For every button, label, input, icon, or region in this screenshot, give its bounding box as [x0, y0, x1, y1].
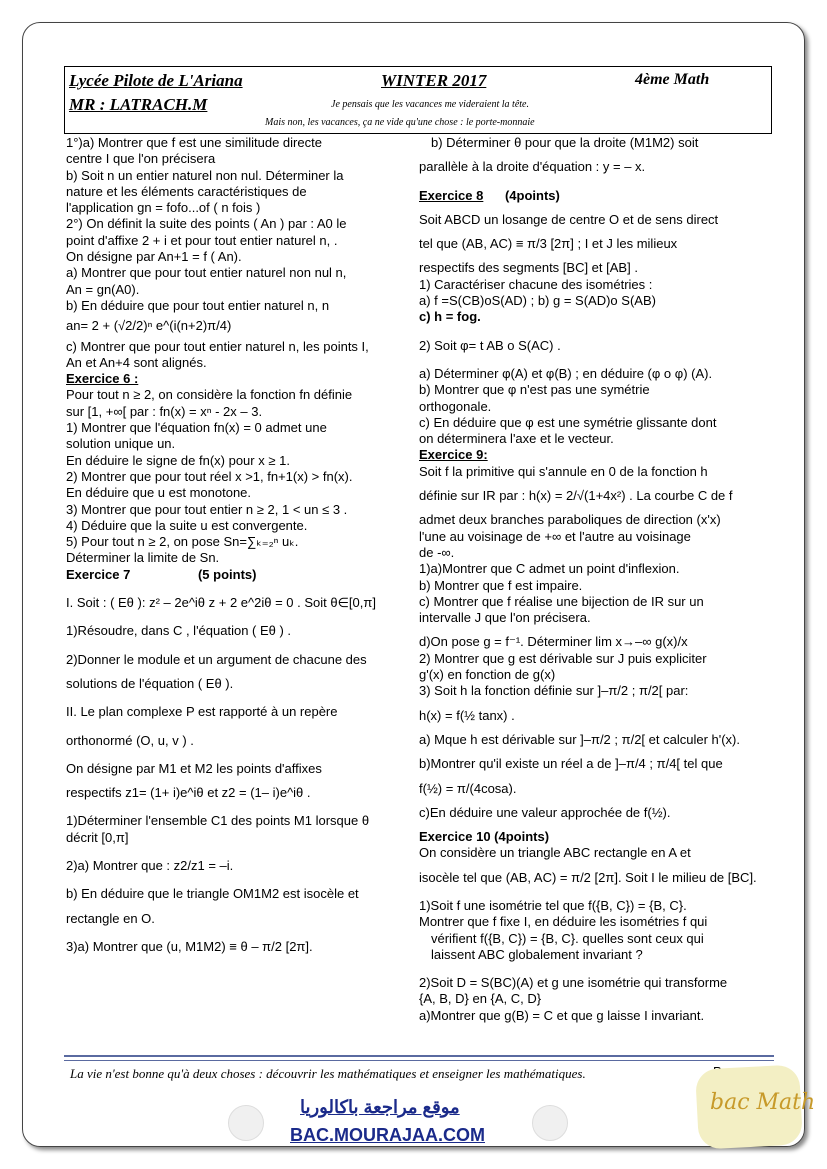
- text-line: a) Mque h est dérivable sur ]–π/2 ; π/2[ et calculer h'(x).: [419, 731, 741, 747]
- formula-line: an= 2 + (√2/2)ⁿ e^(i(n+2)π/4): [66, 318, 232, 334]
- text-line: b) Déterminer θ pour que la droite (M1M2) soit: [431, 135, 699, 150]
- text-line: Pour tout n ≥ 2, on considère la fonction fn définie: [66, 387, 353, 403]
- text-line: 3) Montrer que pour tout entier n ≥ 2, 1 < un ≤ 3 .: [66, 501, 348, 517]
- text-line: définie sur IR par : h(x) = 2/√(1+4x²) . La courbe C de f: [419, 488, 733, 504]
- text-line: sur [1, +∞[ par : fn(x) = xⁿ - 2x – 3.: [66, 403, 263, 419]
- text-line: isocèle tel que (AB, AC) = π/2 [2π]. Soit I le milieu de [BC].: [419, 869, 757, 885]
- text-line: a) f =S(CB)oS(AD) ; b) g = S(AD)o S(AB): [419, 293, 656, 309]
- text-line: admet deux branches paraboliques de direction (x'x): [419, 512, 721, 528]
- site-logo-right-icon: [532, 1105, 568, 1141]
- exercise-6-title: Exercice 6 :: [66, 371, 139, 387]
- text-line: 1) Caractériser chacune des isométries :: [419, 276, 653, 292]
- footer-divider: [64, 1055, 774, 1057]
- text-line: respectifs z1= (1+ i)e^iθ et z2 = (1– i)e^iθ .: [66, 785, 311, 801]
- footer-divider-thin: [64, 1060, 774, 1061]
- text-line: En déduire le signe de fn(x) pour x ≥ 1.: [66, 452, 290, 468]
- text-line: d)On pose g = f⁻¹. Déterminer lim x→–∞ g(x)/x: [419, 634, 688, 650]
- exercise-7-points: (5 points): [197, 566, 257, 582]
- text-line: f(½) = π/(4cosa).: [419, 780, 517, 796]
- text-line: 3) Soit h la fonction définie sur ]–π/2 ; π/2[ par:: [419, 683, 689, 699]
- exercise-8-title: [419, 188, 767, 204]
- text-line: Soit f la primitive qui s'annule en 0 de la fonction h: [419, 463, 708, 479]
- text-line: En déduire que u est monotone.: [66, 485, 252, 501]
- header-quote-2: Mais non, les vacances, ça ne vide qu'une chose : le porte-monnaie: [265, 117, 535, 128]
- text-line: c) Montrer que pour tout entier naturel n, les points I,: [66, 338, 369, 354]
- text-line: 2°) On définit la suite des points ( An ) par : A0 le: [66, 216, 347, 232]
- exercise-9-title: Exercice 9:: [419, 447, 488, 463]
- text-line: Montrer que f fixe I, en déduire les isométries f qui: [419, 914, 708, 930]
- text-line: 2)a) Montrer que : z2/z1 = –i.: [66, 857, 234, 873]
- text-line: l'application gn = fofo...of ( n fois ): [66, 200, 261, 216]
- text-line: 2) Montrer que pour tout réel x >1, fn+1(x) > fn(x).: [66, 468, 353, 484]
- text-line: 1)Soit f une isométrie tel que f({B, C}) = {B, C}.: [419, 897, 687, 913]
- text-line: {A, B, D} en {A, C, D}: [419, 991, 542, 1007]
- text-line: 1)a)Montrer que C admet un point d'inflexion.: [419, 561, 680, 577]
- text-line: rectangle en O.: [66, 910, 155, 926]
- class-label: 4ème Math: [635, 71, 710, 88]
- header-quote-1: Je pensais que les vacances me videraient la tête.: [331, 99, 529, 110]
- text-line: c) En déduire que φ est une symétrie glissante dont: [419, 414, 717, 430]
- text-line: b) Soit n un entier naturel non nul. Déterminer la: [66, 167, 344, 183]
- text-line: 1°)a) Montrer que f est une similitude directe: [66, 135, 322, 150]
- text-line: laissent ABC globalement invariant ?: [431, 946, 643, 962]
- exercise-8-points: (4points): [504, 187, 560, 203]
- text-line: décrit [0,π]: [66, 829, 129, 845]
- text-line: An = gn(A0).: [66, 281, 140, 297]
- text-line: c) h = fog.: [419, 309, 481, 325]
- text-line: centre I que l'on précisera: [66, 151, 216, 167]
- text-line: 4) Déduire que la suite u est convergente.: [66, 517, 308, 533]
- exercise-7-label: Exercice 7: [66, 566, 131, 582]
- text-line: 1) Montrer que l'équation fn(x) = 0 admet une: [66, 420, 327, 436]
- text-line: a) Déterminer φ(A) et φ(B) ; en déduire (φ o φ) (A).: [419, 365, 713, 381]
- text-line: respectifs des segments [BC] et [AB] .: [419, 260, 638, 276]
- site-name-arabic-link[interactable]: موقع مراجعة باكالوريا: [300, 1097, 460, 1117]
- text-line: b) Montrer que φ n'est pas une symétrie: [419, 382, 650, 398]
- text-line: 1)Déterminer l'ensemble C1 des points M1 lorsque θ: [66, 813, 370, 829]
- school-name: Lycée Pilote de L'Ariana: [69, 71, 243, 90]
- text-line: a) Montrer que pour tout entier naturel non nul n,: [66, 265, 347, 281]
- text-line: Déterminer la limite de Sn.: [66, 550, 220, 566]
- text-line: 2)Soit D = S(BC)(A) et g une isométrie qui transforme: [419, 975, 728, 991]
- text-line: orthogonale.: [419, 398, 492, 414]
- text-line: c) Montrer que f réalise une bijection de IR sur un: [419, 593, 704, 609]
- text-line: 5) Pour tout n ≥ 2, on pose Sn=∑ₖ₌₂ⁿ uₖ.: [66, 534, 299, 550]
- text-line: l'une au voisinage de +∞ et l'autre au voisinage: [419, 528, 691, 544]
- text-line: h(x) = f(½ tanx) .: [419, 707, 515, 723]
- site-url-link[interactable]: BAC.MOURAJAA.COM: [290, 1125, 485, 1145]
- text-line: b) Montrer que f est impaire.: [419, 577, 583, 593]
- exercise-7-title: [66, 567, 410, 583]
- text-line: On considère un triangle ABC rectangle en A et: [419, 845, 691, 861]
- site-logo-left-icon: [228, 1105, 264, 1141]
- text-line: 1)Résoudre, dans C , l'équation ( Eθ ) .: [66, 623, 292, 639]
- text-line: Soit ABCD un losange de centre O et de sens direct: [419, 211, 719, 227]
- text-line: orthonormé (O, u, v ) .: [66, 732, 194, 748]
- bac-math-badge-text: bac Math: [710, 1090, 816, 1115]
- text-line: de -∞.: [419, 544, 455, 560]
- text-line: 2)Donner le module et un argument de chacune des: [66, 651, 367, 667]
- session-title: WINTER 2017: [381, 71, 487, 90]
- text-line: c)En déduire une valeur approchée de f(½).: [419, 804, 671, 820]
- text-line: 3)a) Montrer que (u, M1M2) ≡ θ – π/2 [2π].: [66, 938, 313, 954]
- teacher-name: MR : LATRACH.M: [69, 95, 208, 114]
- text-line: On désigne par M1 et M2 les points d'affixes: [66, 760, 322, 776]
- text-line: point d'affixe 2 + i et pour tout entier naturel n, .: [66, 232, 338, 248]
- right-column: [419, 135, 767, 1024]
- text-line: b) En déduire que pour tout entier naturel n, n: [66, 297, 330, 313]
- text-line: II. Le plan complexe P est rapporté à un repère: [66, 704, 338, 720]
- text-line: solution unique un.: [66, 436, 176, 452]
- text-line: b)Montrer qu'il existe un réel a de ]–π/4 ; π/4[ tel que: [419, 756, 723, 772]
- text-line: 2) Soit φ= t AB o S(AC) .: [419, 337, 561, 353]
- text-line: on déterminera l'axe et le vecteur.: [419, 431, 614, 447]
- header-box: [64, 66, 772, 134]
- footer-quote: La vie n'est bonne qu'à deux choses : découvrir les mathématiques et enseigner les mathématiques.: [70, 1066, 586, 1081]
- text-line: nature et les éléments caractéristiques de: [66, 183, 307, 199]
- text-line: tel que (AB, AC) ≡ π/3 [2π] ; I et J les milieux: [419, 236, 678, 252]
- text-line: b) En déduire que le triangle OM1M2 est isocèle et: [66, 886, 359, 902]
- text-line: vérifient f({B, C}) = {B, C}. quelles sont ceux qui: [431, 930, 704, 946]
- text-line: a)Montrer que g(B) = C et que g laisse I invariant.: [419, 1007, 705, 1023]
- text-line: solutions de l'équation ( Eθ ).: [66, 675, 234, 691]
- text-line: intervalle J que l'on précisera.: [419, 610, 591, 626]
- text-line: g'(x) en fonction de g(x): [419, 667, 556, 683]
- text-line: I. Soit : ( Eθ ): z² – 2e^iθ z + 2 e^2iθ = 0 . Soit θ∈[0,π]: [66, 595, 376, 611]
- exercise-10-title: Exercice 10 (4points): [419, 829, 550, 845]
- text-line: On désigne par An+1 = f ( An).: [66, 249, 242, 265]
- text-line: An et An+4 sont alignés.: [66, 354, 207, 370]
- exercise-8-label: Exercice 8: [419, 187, 484, 203]
- left-column: [66, 135, 410, 955]
- text-line: parallèle à la droite d'équation : y = – x.: [419, 159, 646, 175]
- text-line: 2) Montrer que g est dérivable sur J puis expliciter: [419, 650, 707, 666]
